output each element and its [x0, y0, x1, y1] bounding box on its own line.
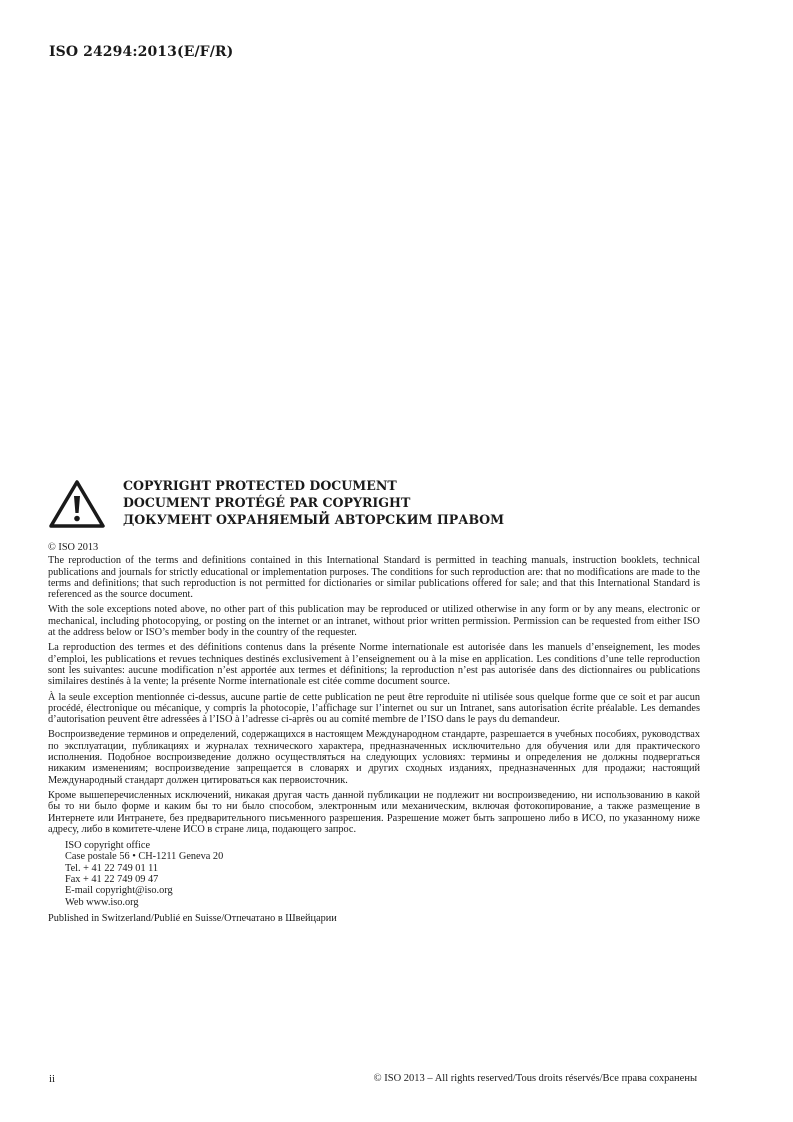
- paragraph-en-1: The reproduction of the terms and definitions contained in this International Standard is permitted in teaching manuals, instruction booklets, technical publications and journals for strictly educational or implementation purposes. The conditions for such reproduction are: that no modifications are made to the terms and definitions; that such reproduction is not permitted for dictionaries or similar publications offered for sale; and that this International Standard is referenced as the source document.: [48, 555, 700, 601]
- warning-title-en: COPYRIGHT PROTECTED DOCUMENT: [123, 478, 397, 493]
- website: Web www.iso.org: [65, 896, 139, 908]
- email: E-mail copyright@iso.org: [65, 885, 173, 897]
- warning-title-ru: ДОКУМЕНТ ОХРАНЯЕМЫЙ АВТОРСКИМ ПРАВОМ: [123, 512, 505, 527]
- paragraph-fr-1: La reproduction des termes et des définitions contenus dans la présente Norme internationale est autorisée dans les manuels d’enseignement, les modes d’emploi, les publications et revues techniques destinés exclusivement à l’enseignement ou à la mise en application. Les conditions d’une telle reproduction sont les suivantes: aucune modification n’est apportée aux termes et définitions; la reproduction n’est pas autorisée dans des dictionnaires ou publications similaires destinés à la vente; la présente Norme internationale est citée comme document source.: [48, 642, 700, 688]
- copyright-notice: © ISO 2013: [48, 542, 99, 553]
- telephone: Tel. + 41 22 749 01 11: [65, 862, 159, 874]
- postal-address: Case postale 56 • CH-1211 Geneva 20: [65, 851, 224, 863]
- document-id: ISO 24294:2013(E/F/R): [49, 44, 234, 60]
- copyright-text: [48, 542, 700, 924]
- warning-titles: [123, 477, 504, 528]
- paragraph-ru-1: Воспроизведение терминов и определений, содержащихся в настоящем Международном стандарте, разрешается в учебных пособиях, руководствах по эксплуатации, публикациях и журналах технического характера, предназначенных исключительно для обучения или для практического исполнения. Подобное воспроизведение должно осуществляться на следующих условиях: термины и определения не должны подвергаться никаким изменениям; воспроизведение запрещается в словарях и других сходных изданиях, предназначенных для продажи; настоящий Международный стандарт должен цитироваться как первоисточник.: [48, 729, 700, 786]
- published-in: Published in Switzerland/Publié en Suisse/Отпечатано в Швейцарии: [48, 912, 337, 924]
- fax: Fax + 41 22 749 09 47: [65, 874, 159, 886]
- paragraph-en-2: With the sole exceptions noted above, no other part of this publication may be reproduced or utilized otherwise in any form or by any means, electronic or mechanical, including photocopying, or posting on the internet or an intranet, without prior written permission. Permission can be requested from either ISO at the address below or ISO’s member body in the country of the requester.: [48, 604, 700, 639]
- paragraph-fr-2: À la seule exception mentionnée ci-dessus, aucune partie de cette publication ne peut être reproduite ni utilisée sous quelque forme que ce soit et par aucun procédé, électronique ou mécanique, y compris la photocopie, l’affichage sur l’internet ou sur un Intranet, sans autorisation écrite préalable. Les demandes d’autorisation peuvent être adressées à l’ISO à l’adresse ci-après ou au comité membre de l’ISO dans le pays du demandeur.: [48, 691, 700, 726]
- copyright-warning: [48, 477, 708, 529]
- page-number: ii: [49, 1073, 56, 1085]
- office-name: ISO copyright office: [65, 840, 151, 852]
- warning-title-fr: DOCUMENT PROTÉGÉ PAR COPYRIGHT: [123, 495, 411, 510]
- warning-triangle-icon: [48, 479, 106, 529]
- paragraph-ru-2: Кроме вышеперечисленных исключений, никакая другая часть данной публикации не подлежит ни воспроизведению, ни использованию в какой бы то ни было форме и каким бы то ни было способом, электронным или механическим, включая фотокопирование, а также размещение в Интернете или Интранете, без предварительного письменного разрешения. Разрешение может быть запрошено либо в ИСО, по указанному ниже адресу, либо в комитете-члене ИСО в стране лица, подающего запрос.: [48, 789, 700, 835]
- footer-rights: © ISO 2013 – All rights reserved/Tous droits réservés/Все права сохранены: [373, 1073, 697, 1084]
- copyright-office-address: [65, 840, 700, 908]
